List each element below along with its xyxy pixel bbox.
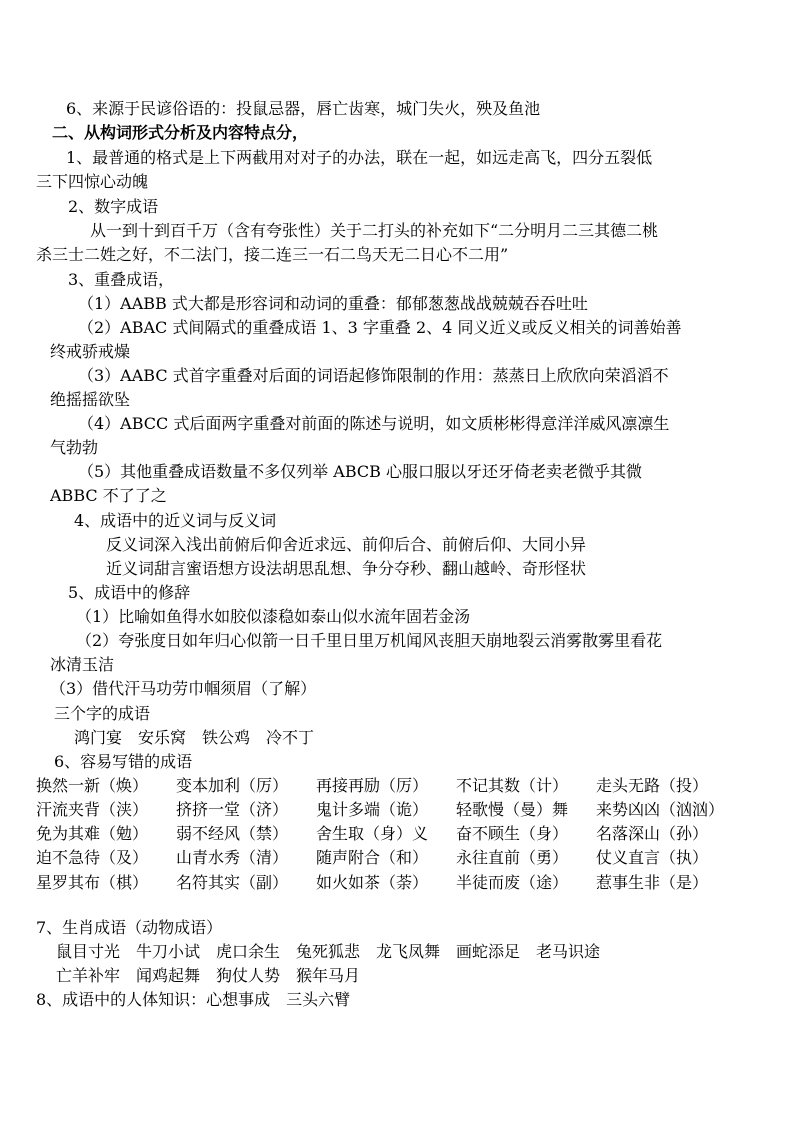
paragraph-line: 鸿门宴 安乐窝 铁公鸡 冷不丁: [74, 728, 315, 747]
table-cell: 奋不顾生（身）: [456, 824, 569, 843]
paragraph-line: 三下四惊心动魄: [36, 172, 149, 191]
paragraph-line: 杀三士二姓之好，不二法门，接二连三一石二鸟天无二日心不二用”: [36, 245, 509, 264]
paragraph-line: （3）AABC 式首字重叠对后面的词语起修饰限制的作用：蒸蒸日上欣欣向荣滔滔不: [78, 366, 669, 385]
paragraph-line: （3）借代汗马功劳巾帼须眉（了解）: [50, 679, 317, 698]
subheading-rhetoric: 5、成语中的修辞: [68, 583, 191, 602]
paragraph-line: 从一到十到百千万（含有夸张性）关于二打头的补充如下“二分明月二三其德二桃: [90, 221, 659, 240]
paragraph-line: （1）比喻如鱼得水如胶似漆稳如泰山似水流年固若金汤: [76, 607, 471, 626]
table-cell: 舍生取（身）义: [316, 824, 429, 843]
table-cell: 山青水秀（清）: [176, 848, 289, 867]
subheading-synonyms-antonyms: 4、成语中的近义词与反义词: [74, 511, 277, 530]
paragraph-line: 1、最普通的格式是上下两截用对对子的办法，联在一起，如远走高飞，四分五裂低: [66, 148, 653, 167]
table-cell: 仗义直言（执）: [596, 848, 709, 867]
paragraph-line: （2）ABAC 式间隔式的重叠成语 1、3 字重叠 2、4 同义近义或反义相关的词善始善: [78, 318, 682, 337]
paragraph-line: （1）AABB 式大都是形容词和动词的重叠：郁郁葱葱战战兢兢吞吞吐吐: [78, 294, 588, 313]
heading-source-proverbs: 6、来源于民谚俗语的：投鼠忌器，唇亡齿寒，城门失火，殃及鱼池: [66, 99, 541, 118]
table-cell: 轻歌慢（曼）舞: [456, 800, 569, 819]
subheading-number-idioms: 2、数字成语: [68, 197, 159, 216]
paragraph-line: 气勃勃: [50, 438, 99, 457]
paragraph-line: 绝摇摇欲坠: [50, 390, 131, 409]
paragraph-line: （2）夸张度日如年归心似箭一日千里日里万机闻风丧胆天崩地裂云消雾散雾里看花: [76, 631, 663, 650]
subheading-body-knowledge: 8、成语中的人体知识：心想事成 三头六臂: [36, 990, 351, 1009]
table-cell: 半徒而废（途）: [456, 873, 569, 892]
table-cell: 星罗其布（棋）: [36, 873, 149, 892]
subheading-reduplication: 3、重叠成语，: [68, 270, 175, 289]
table-cell: 换然一新（焕）: [36, 776, 149, 795]
paragraph-line: 近义词甜言蜜语想方设法胡思乱想、争分夺秒、翻山越岭、奇形怪状: [106, 559, 587, 578]
section-heading-2: 二、从构词形式分析及内容特点分，: [52, 123, 309, 142]
table-cell: 如火如茶（荼）: [316, 873, 429, 892]
table-cell: 迫不急待（及）: [36, 848, 149, 867]
paragraph-line: 冰清玉洁: [50, 655, 115, 674]
table-cell: 随声附合（和）: [316, 848, 429, 867]
table-cell: 名符其实（副）: [176, 873, 289, 892]
table-cell: 来势凶凶（汹汹）: [596, 800, 725, 819]
table-cell: 不记其数（计）: [456, 776, 569, 795]
paragraph-line: ABBC 不了了之: [50, 486, 167, 505]
paragraph-line: （5）其他重叠成语数量不多仅列举 ABCB 心服口服以牙还牙倚老卖老微乎其微: [78, 462, 642, 481]
table-cell: 惹事生非（是）: [596, 873, 709, 892]
paragraph-line: 终戒骄戒燥: [50, 342, 131, 361]
table-cell: 永往直前（勇）: [456, 848, 569, 867]
paragraph-line: 亡羊补牢 闻鸡起舞 狗仗人势 猴年马月: [56, 966, 361, 985]
table-cell: 弱不经风（禁）: [176, 824, 289, 843]
table-cell: 挤挤一堂（济）: [176, 800, 289, 819]
table-cell: 名落深山（孙）: [596, 824, 709, 843]
paragraph-line: （4）ABCC 式后面两字重叠对前面的陈述与说明，如文质彬彬得意洋洋威风凛凛生: [78, 414, 670, 433]
subheading-three-char: 三个字的成语: [54, 704, 151, 723]
paragraph-line: 鼠目寸光 牛刀小试 虎口余生 兔死狐悲 龙飞凤舞 画蛇添足 老马识途: [56, 942, 601, 961]
table-cell: 鬼计多端（诡）: [316, 800, 429, 819]
paragraph-line: 反义词深入浅出前俯后仰舍近求远、前仰后合、前俯后仰、大同小异: [106, 535, 587, 554]
subheading-common-errors: 6、容易写错的成语: [54, 752, 193, 771]
table-cell: 变本加利（厉）: [176, 776, 289, 795]
subheading-zodiac: 7、生肖成语（动物成语）: [36, 918, 223, 937]
table-cell: 走头无路（投）: [596, 776, 709, 795]
table-cell: 免为其难（勉）: [36, 824, 149, 843]
table-cell: 再接再励（厉）: [316, 776, 429, 795]
table-cell: 汗流夹背（浃）: [36, 800, 149, 819]
